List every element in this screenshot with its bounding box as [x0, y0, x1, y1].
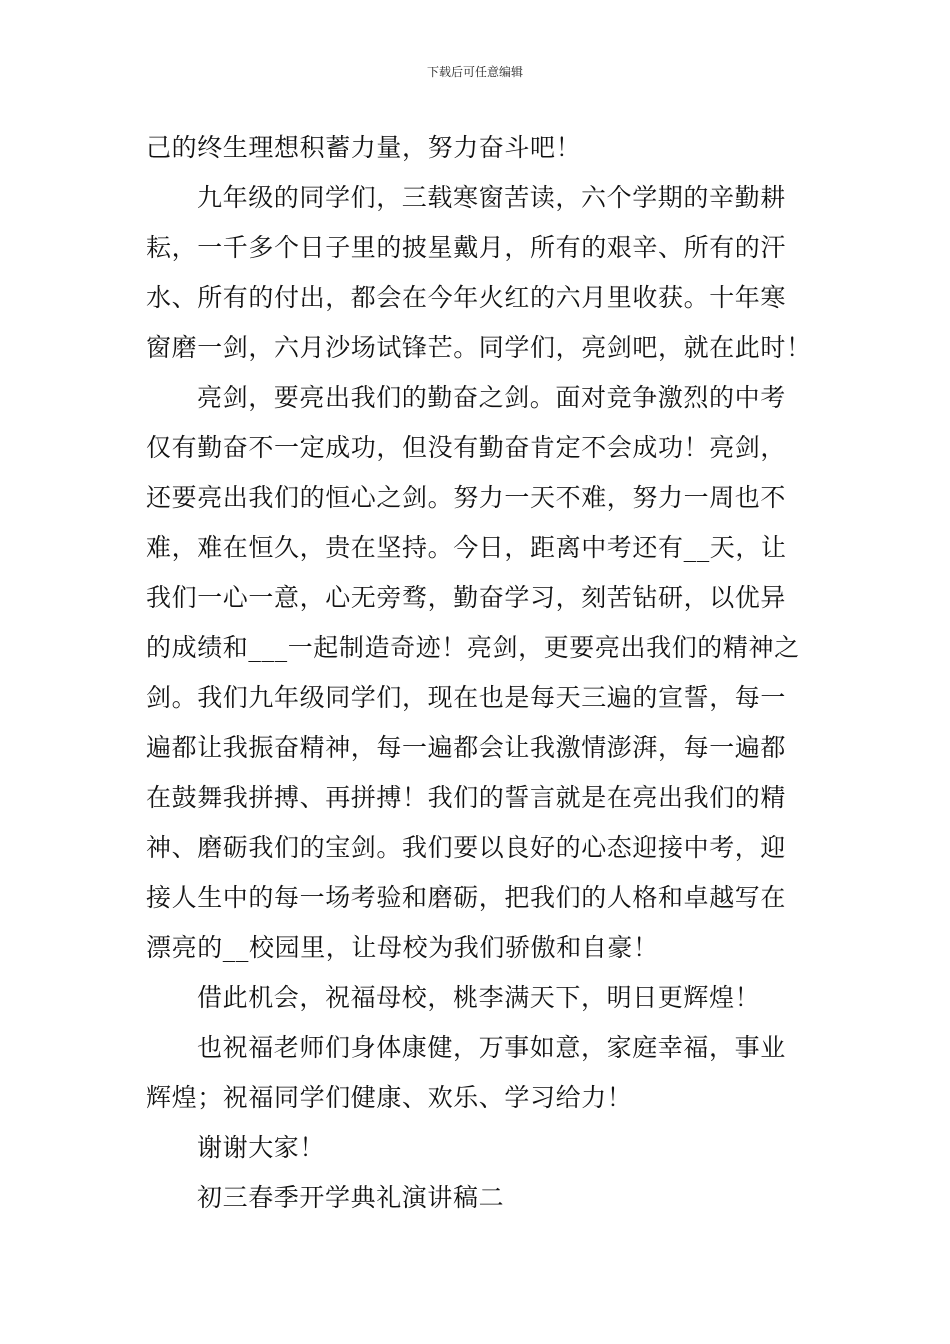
text-line: 借此机会，祝福母校，桃李满天下，明日更辉煌！: [197, 983, 761, 1012]
text-line: 的成绩和___一起制造奇迹！亮剑，更要亮出我们的精神之: [146, 633, 800, 662]
text-line: 辉煌；祝福同学们健康、欢乐、学习给力！: [146, 1083, 633, 1112]
text-line: 神、磨砺我们的宝剑。我们要以良好的心态迎接中考，迎: [146, 833, 787, 862]
text-line: 己的终生理想积蓄力量，努力奋斗吧！: [146, 133, 582, 162]
text-line: 亮剑，要亮出我们的勤奋之剑。面对竞争激烈的中考: [197, 383, 786, 412]
text-line: 还要亮出我们的恒心之剑。努力一天不难，努力一周也不: [146, 483, 787, 512]
text-line: 也祝福老师们身体康健，万事如意，家庭幸福，事业: [197, 1033, 786, 1062]
text-line: 在鼓舞我拼搏、再拼搏！我们的誓言就是在亮出我们的精: [146, 783, 787, 812]
text-line: 窗磨一剑，六月沙场试锋芒。同学们，亮剑吧，就在此时！: [146, 333, 812, 362]
text-line: 剑。我们九年级同学们，现在也是每天三遍的宣誓，每一: [146, 683, 787, 712]
text-line: 九年级的同学们，三载寒窗苦读，六个学期的辛勤耕: [197, 183, 786, 212]
text-line: 难，难在恒久，贵在坚持。今日，距离中考还有__天，让: [146, 533, 787, 562]
text-line: 接人生中的每一场考验和磨砺，把我们的人格和卓越写在: [146, 883, 787, 912]
text-line: 耘，一千多个日子里的披星戴月，所有的艰辛、所有的汗: [146, 233, 787, 262]
text-line: 漂亮的__校园里，让母校为我们骄傲和自豪！: [146, 933, 659, 962]
text-line: 仅有勤奋不一定成功，但没有勤奋肯定不会成功！亮剑，: [146, 433, 787, 462]
page-header: 下载后可任意编辑: [426, 65, 523, 79]
text-line: 我们一心一意，心无旁骛，勤奋学习，刻苦钻研，以优异: [146, 583, 787, 612]
text-line: 初三春季开学典礼演讲稿二: [197, 1183, 505, 1212]
text-line: 水、所有的付出，都会在今年火红的六月里收获。十年寒: [146, 283, 787, 312]
text-line: 遍都让我振奋精神，每一遍都会让我激情澎湃，每一遍都: [146, 733, 787, 762]
text-line: 谢谢大家！: [197, 1133, 326, 1162]
